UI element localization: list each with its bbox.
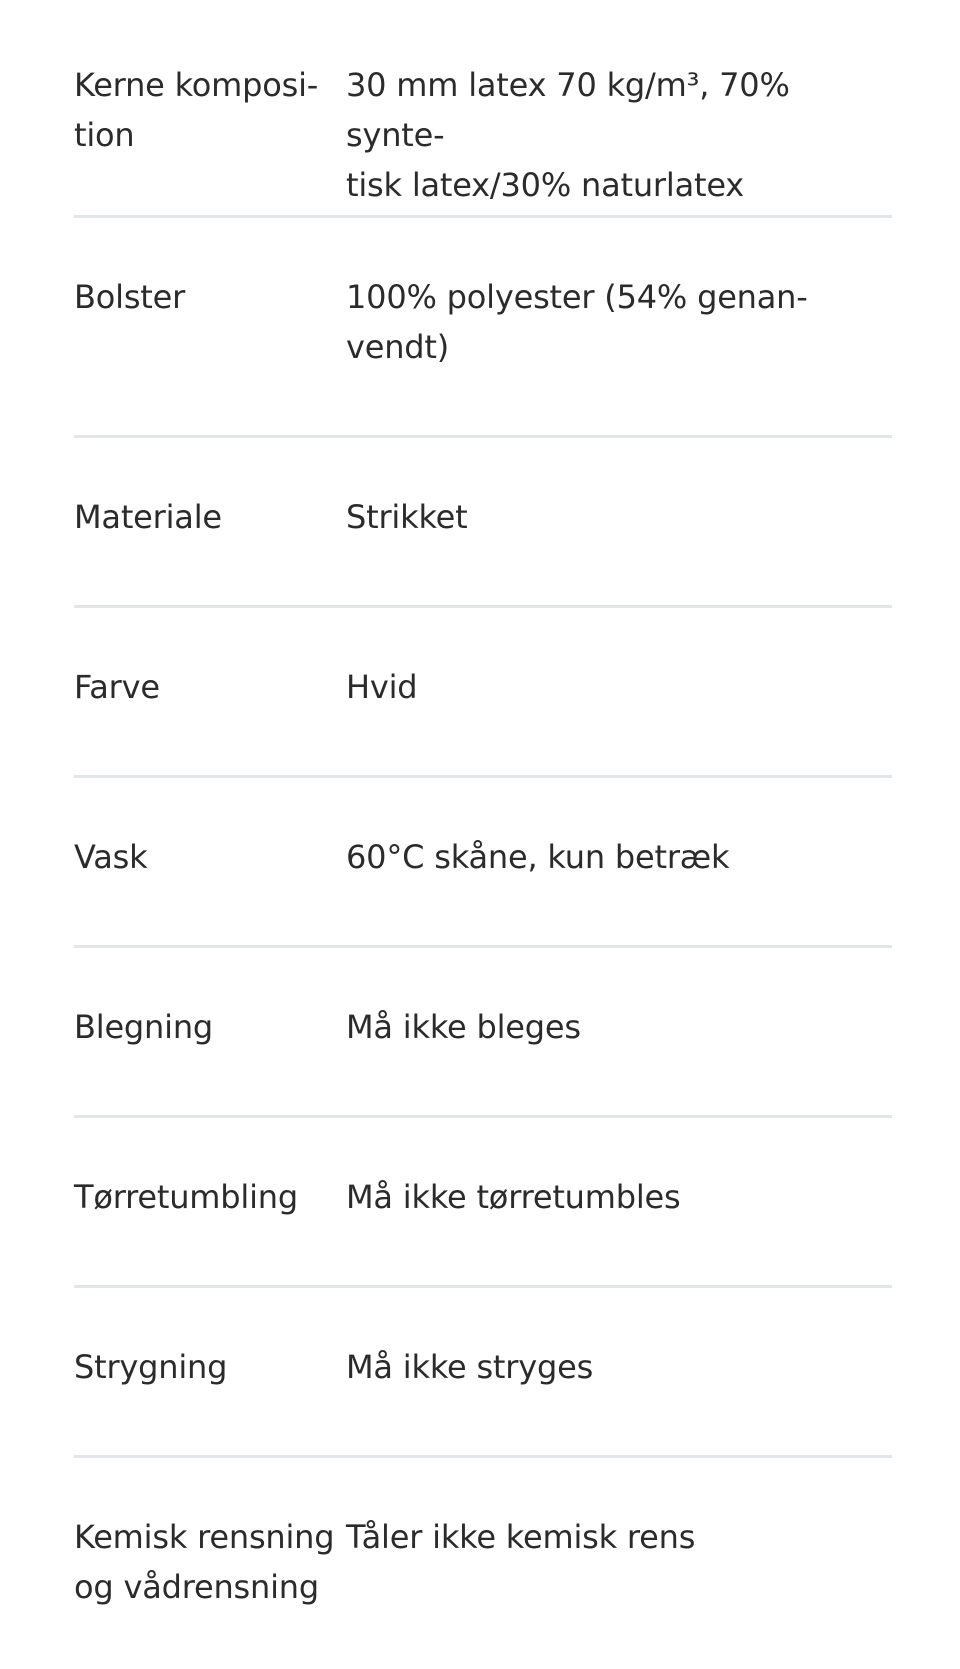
spec-value: 30 mm latex 70 kg/m³, 70% synte- tisk latex/30% naturlatex — [346, 66, 790, 204]
spec-label: Kemisk rensning og vådrensning — [74, 1518, 335, 1606]
spec-label: Materiale — [74, 498, 222, 536]
spec-value: Tåler ikke kemisk rens — [346, 1518, 696, 1556]
spec-row-bleaching — [74, 948, 892, 1118]
spec-row-tumble-dry — [74, 1118, 892, 1288]
spec-label: Bolster — [74, 278, 186, 316]
spec-label: Kerne komposi- tion — [74, 66, 319, 154]
spec-value: Hvid — [346, 668, 418, 706]
spec-row-core-composition — [74, 26, 892, 218]
spec-label: Tørretumbling — [74, 1178, 298, 1216]
spec-row-color — [74, 608, 892, 778]
product-specs-table — [74, 26, 892, 1658]
spec-row-bolster — [74, 218, 892, 438]
spec-label: Vask — [74, 838, 148, 876]
spec-label: Farve — [74, 668, 160, 706]
spec-label: Strygning — [74, 1348, 228, 1386]
spec-row-dry-cleaning — [74, 1458, 892, 1658]
spec-value: 100% polyester (54% genan- vendt) — [346, 278, 808, 366]
spec-row-material — [74, 438, 892, 608]
spec-value: 60°C skåne, kun betræk — [346, 838, 730, 876]
spec-value: Strikket — [346, 498, 468, 536]
spec-row-ironing — [74, 1288, 892, 1458]
spec-value: Må ikke stryges — [346, 1348, 594, 1386]
spec-row-wash — [74, 778, 892, 948]
spec-value: Må ikke bleges — [346, 1008, 581, 1046]
spec-value: Må ikke tørretumbles — [346, 1178, 681, 1216]
spec-label: Blegning — [74, 1008, 214, 1046]
